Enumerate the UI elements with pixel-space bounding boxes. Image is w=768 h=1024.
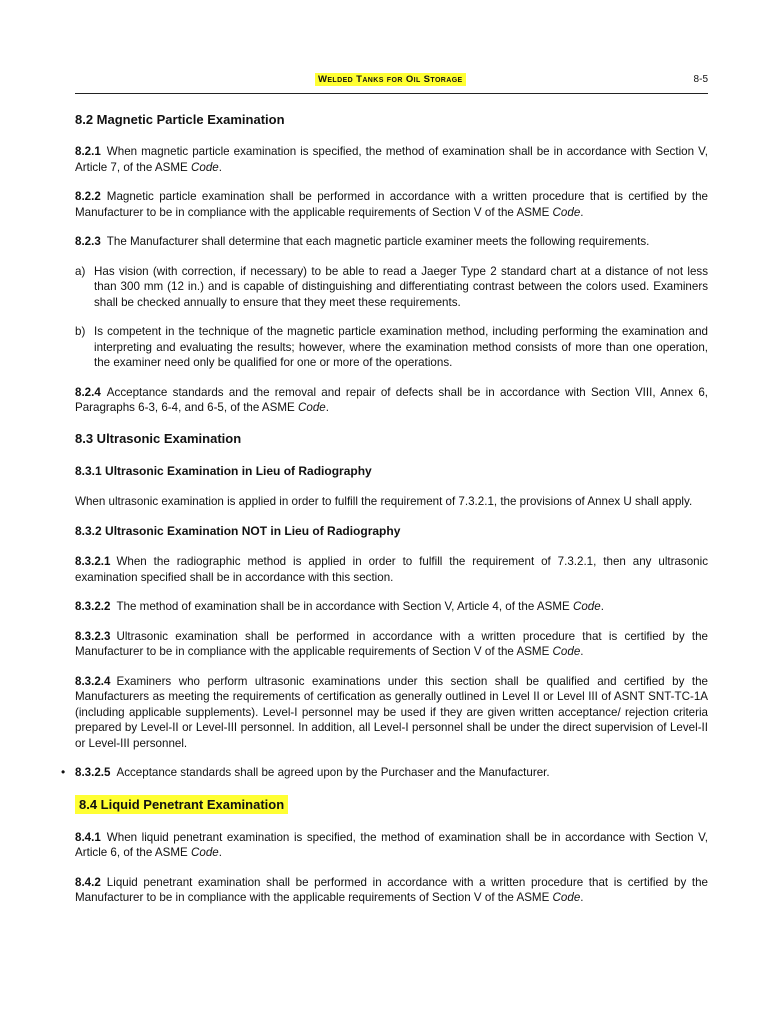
- paragraph-number: 8.3.2.5: [75, 766, 111, 779]
- paragraph-tail: .: [580, 891, 584, 904]
- paragraph-8-2-4: [75, 385, 708, 416]
- paragraph-number: 8.4.2: [75, 875, 101, 889]
- paragraph-text: When the radiographic method is applied in order to fulfill the requirement of 7.3.2.1, then any ultrasonic examination specified shall be in accordance with this section.: [75, 555, 708, 584]
- code-emphasis: Code: [552, 205, 581, 219]
- code-emphasis: Code: [298, 401, 326, 414]
- paragraph-tail: .: [580, 645, 584, 658]
- paragraph-number: 8.4.1: [75, 830, 101, 844]
- highlighted-heading: 8.4 Liquid Penetrant Examination: [75, 795, 288, 814]
- paragraph-8-2-1: [75, 144, 708, 175]
- section-heading-8-3: 8.3 Ultrasonic Examination: [75, 430, 242, 446]
- code-emphasis: Code: [191, 846, 219, 859]
- paragraph-number: 8.3.2.4: [75, 674, 111, 688]
- code-emphasis: Code: [572, 600, 601, 613]
- paragraph-number: 8.2.4: [75, 385, 101, 399]
- paragraph-8-3-2-2: [75, 599, 708, 615]
- paragraph-number: 8.3.2.2: [75, 600, 111, 613]
- paragraph-number: 8.3.2.1: [75, 555, 111, 568]
- list-item-a: [75, 264, 708, 311]
- paragraph-8-3-1: When ultrasonic examination is applied in order to fulfill the requirement of 7.3.2.1, the provisions of Annex U shall apply.: [75, 494, 693, 508]
- header-divider: [75, 93, 708, 94]
- paragraph-number: 8.3.2.3: [75, 629, 111, 643]
- paragraph-text: Examiners who perform ultrasonic examinations under this section shall be qualified and certified by the Manufacturers as meeting the requirements of certification as generally outlined in Level II or Level III of ASNT SNT-TC-1A (including applicable supplements). Level-I personnel may be used if they are given written acceptance/ rejection criteria prepared by Level-II or Level-III personnel. In addition, all Level-I personnel shall be under the direct supervision of Level-II or Level-III personnel.: [75, 674, 708, 750]
- paragraph-tail: .: [218, 160, 222, 174]
- paragraph-tail: .: [325, 401, 329, 414]
- list-item-text: Is competent in the technique of the magnetic particle examination method, including performing the examination and interpreting and evaluating the results; however, where the examination method consists of more than one operation, the examiner need only be qualified for one or more of the operations.: [94, 325, 708, 369]
- paragraph-tail: .: [580, 205, 584, 219]
- paragraph-text: Acceptance standards shall be agreed upon by the Purchaser and the Manufacturer.: [116, 766, 550, 779]
- paragraph-text: Magnetic particle examination shall be performed in accordance with a written procedure that is certified by the Manufacturer to be in compliance with the applicable requirements of Section V of the ASME: [75, 190, 708, 219]
- paragraph-tail: .: [218, 846, 222, 859]
- section-heading-8-2: 8.2 Magnetic Particle Examination: [75, 112, 285, 127]
- paragraph-text: When magnetic particle examination is specified, the method of examination shall be in accordance with Section V, Article 7, of the ASME: [75, 145, 708, 174]
- paragraph-text: Acceptance standards and the removal and repair of defects shall be in accordance with Section VIII, Annex 6, Paragraphs 6-3, 6-4, and 6-5, of the ASME: [75, 385, 708, 414]
- list-item-text: Has vision (with correction, if necessary) to be able to read a Jaeger Type 2 standard chart at a distance of not less than 300 mm (12 in.) and is capable of distinguishing and differentiating contrast between the colors used. Examiners shall be checked annually to ensure that they meet these requirements.: [94, 264, 708, 309]
- subsection-heading-8-3-2: 8.3.2 Ultrasonic Examination NOT in Lieu of Radiography: [75, 524, 401, 538]
- paragraph-8-3-2-4: [75, 674, 708, 752]
- paragraph-text: The Manufacturer shall determine that each magnetic particle examiner meets the following requirements.: [106, 235, 650, 248]
- document-body: [61, 111, 708, 920]
- paragraph-number: 8.2.3: [75, 235, 101, 248]
- paragraph-8-2-3: [75, 234, 708, 250]
- list-item-b: [75, 324, 708, 371]
- code-emphasis: Code: [191, 160, 219, 174]
- section-heading-8-4: [75, 795, 708, 814]
- paragraph-8-3-2-3: [75, 629, 708, 660]
- paragraph-8-4-2: [75, 875, 708, 906]
- paragraph-8-2-2: [75, 189, 708, 220]
- paragraph-text: The method of examination shall be in accordance with Section V, Article 4, of the ASME: [116, 600, 573, 613]
- page-number: 8-5: [693, 74, 708, 85]
- paragraph-8-4-1: [75, 830, 708, 861]
- paragraph-tail: .: [600, 600, 604, 613]
- paragraph-text: Liquid penetrant examination shall be performed in accordance with a written procedure that is certified by the Manufacturer to be in compliance with the applicable requirements of Section V of the ASME: [75, 875, 708, 904]
- list-marker: b): [75, 325, 86, 338]
- paragraph-number: 8.2.2: [75, 190, 101, 203]
- paragraph-text: Ultrasonic examination shall be performed in accordance with a written procedure that is certified by the Manufacturer to be in compliance with the applicable requirements of Section V of the ASME: [75, 629, 708, 658]
- list-marker: a): [75, 264, 86, 278]
- paragraph-8-3-2-1: [75, 554, 708, 585]
- code-emphasis: Code: [552, 891, 581, 904]
- running-header-title: Welded Tanks for Oil Storage: [315, 73, 466, 86]
- paragraph-8-3-2-5: [61, 765, 708, 781]
- code-emphasis: Code: [552, 645, 581, 658]
- change-bullet-icon: •: [61, 765, 66, 779]
- subsection-heading-8-3-1: 8.3.1 Ultrasonic Examination in Lieu of Radiography: [75, 463, 372, 478]
- paragraph-number: 8.2.1: [75, 145, 101, 158]
- paragraph-text: When liquid penetrant examination is specified, the method of examination shall be in accordance with Section V, Article 6, of the ASME: [75, 830, 708, 859]
